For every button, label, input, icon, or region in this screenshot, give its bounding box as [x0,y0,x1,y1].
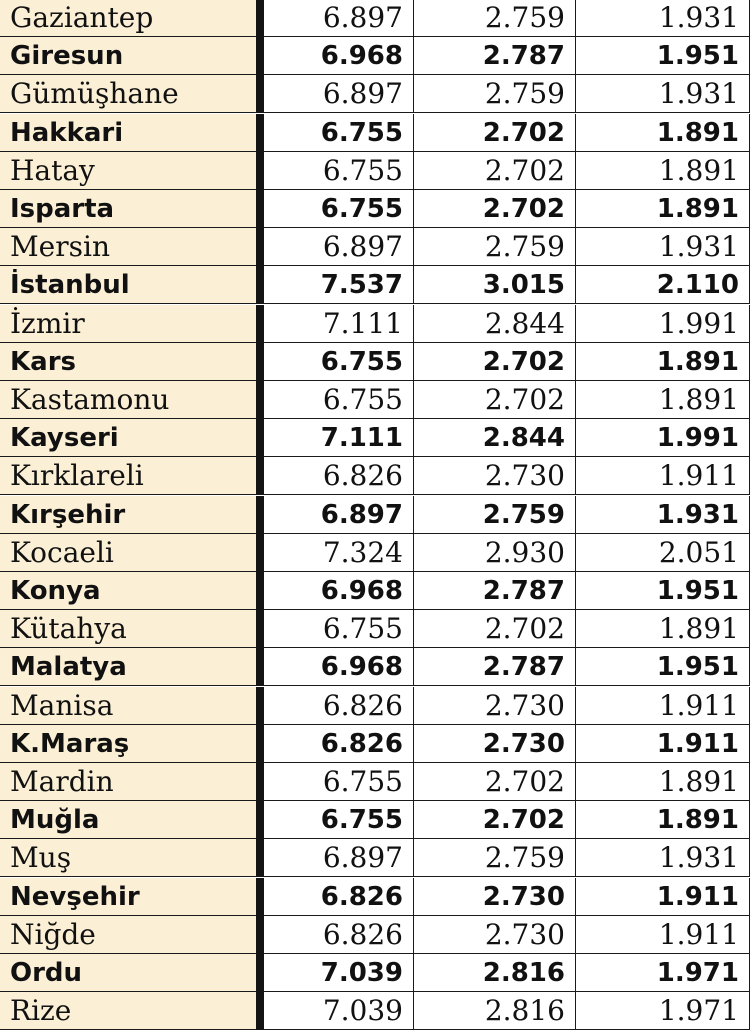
province-name: Isparta [0,190,256,228]
column-separator [256,763,264,801]
table-row [0,572,750,610]
column-separator [256,419,264,457]
table-row [0,534,750,572]
column-separator [256,954,264,992]
province-name: Kars [0,343,256,381]
value-cell-2: 2.702 [414,610,576,648]
province-name: Kayseri [0,419,256,457]
table-row [0,954,750,992]
value-cell-1: 7.039 [264,992,414,1030]
value-cell-2: 2.759 [414,0,576,37]
table-row [0,725,750,763]
province-name: Kırklareli [0,457,256,495]
column-separator [256,305,264,343]
column-separator [256,343,264,381]
value-cell-2: 2.730 [414,916,576,954]
value-cell-1: 7.039 [264,954,414,992]
value-cell-2: 2.787 [414,572,576,610]
value-cell-2: 2.730 [414,687,576,725]
province-name: Manisa [0,687,256,725]
column-separator [256,878,264,916]
table-row [0,457,750,495]
column-separator [256,381,264,419]
table-row [0,610,750,648]
value-cell-2: 2.816 [414,992,576,1030]
table-row [0,496,750,534]
province-name: Malatya [0,648,256,686]
value-cell-3: 1.931 [576,839,750,877]
column-separator [256,801,264,839]
value-cell-1: 6.826 [264,457,414,495]
value-cell-2: 2.844 [414,305,576,343]
value-cell-1: 6.755 [264,801,414,839]
province-name: İzmir [0,305,256,343]
value-cell-1: 6.968 [264,37,414,75]
table-row [0,878,750,916]
value-cell-1: 7.324 [264,534,414,572]
value-cell-1: 6.897 [264,0,414,37]
value-cell-3: 1.951 [576,572,750,610]
value-cell-3: 2.051 [576,534,750,572]
value-cell-2: 2.759 [414,228,576,266]
value-cell-2: 2.702 [414,152,576,190]
column-separator [256,916,264,954]
value-cell-1: 6.826 [264,878,414,916]
table-row [0,190,750,228]
column-separator [256,75,264,113]
value-cell-2: 2.759 [414,839,576,877]
column-separator [256,839,264,877]
province-name: Gaziantep [0,0,256,37]
value-cell-2: 2.816 [414,954,576,992]
value-cell-3: 1.891 [576,343,750,381]
value-cell-1: 6.826 [264,725,414,763]
value-cell-2: 2.702 [414,801,576,839]
value-cell-1: 6.826 [264,687,414,725]
province-name: Rize [0,992,256,1030]
province-name: Niğde [0,916,256,954]
value-cell-1: 6.755 [264,763,414,801]
table-row [0,992,750,1030]
province-name: Kütahya [0,610,256,648]
province-name: Muğla [0,801,256,839]
value-cell-3: 1.971 [576,992,750,1030]
value-cell-3: 1.911 [576,916,750,954]
column-separator [256,610,264,648]
column-separator [256,266,264,304]
value-cell-3: 1.991 [576,419,750,457]
column-separator [256,37,264,75]
value-cell-2: 2.702 [414,114,576,152]
value-cell-1: 7.111 [264,419,414,457]
province-name: Giresun [0,37,256,75]
province-name: Kırşehir [0,496,256,534]
value-cell-1: 7.111 [264,305,414,343]
value-cell-1: 6.897 [264,496,414,534]
column-separator [256,687,264,725]
column-separator [256,534,264,572]
province-name: Hatay [0,152,256,190]
column-separator [256,114,264,152]
column-separator [256,725,264,763]
value-cell-3: 1.891 [576,610,750,648]
table-row [0,419,750,457]
table-row [0,228,750,266]
table-row [0,801,750,839]
value-cell-1: 6.755 [264,152,414,190]
table-row [0,37,750,75]
value-cell-1: 6.755 [264,610,414,648]
column-separator [256,496,264,534]
province-name: İstanbul [0,266,256,304]
value-cell-3: 1.891 [576,152,750,190]
table-row [0,687,750,725]
value-cell-1: 6.755 [264,381,414,419]
province-name: Kocaeli [0,534,256,572]
value-cell-1: 6.755 [264,114,414,152]
province-name: Muş [0,839,256,877]
value-cell-2: 2.759 [414,496,576,534]
value-cell-1: 6.897 [264,839,414,877]
province-name: Hakkari [0,114,256,152]
value-cell-3: 1.931 [576,75,750,113]
province-name: Nevşehir [0,878,256,916]
value-cell-2: 2.702 [414,343,576,381]
value-cell-3: 1.891 [576,763,750,801]
column-separator [256,648,264,686]
value-cell-2: 2.702 [414,763,576,801]
value-cell-2: 2.730 [414,878,576,916]
value-cell-3: 1.891 [576,381,750,419]
value-cell-2: 3.015 [414,266,576,304]
value-cell-3: 1.911 [576,725,750,763]
value-cell-2: 2.702 [414,190,576,228]
table-row [0,916,750,954]
value-cell-3: 1.951 [576,648,750,686]
table-row [0,343,750,381]
province-name: Ordu [0,954,256,992]
table-row [0,648,750,686]
value-cell-3: 1.911 [576,457,750,495]
value-cell-3: 1.891 [576,801,750,839]
value-cell-2: 2.930 [414,534,576,572]
value-cell-1: 6.968 [264,572,414,610]
table-row [0,381,750,419]
value-cell-3: 1.931 [576,0,750,37]
column-separator [256,457,264,495]
value-cell-1: 6.897 [264,228,414,266]
province-name: K.Maraş [0,725,256,763]
table-row [0,0,750,37]
table-row [0,152,750,190]
value-cell-3: 1.911 [576,687,750,725]
value-cell-2: 2.787 [414,37,576,75]
value-cell-3: 1.931 [576,496,750,534]
value-cell-1: 6.755 [264,343,414,381]
province-name: Gümüşhane [0,75,256,113]
value-cell-2: 2.730 [414,725,576,763]
value-cell-1: 6.897 [264,75,414,113]
value-cell-3: 1.911 [576,878,750,916]
value-cell-1: 6.968 [264,648,414,686]
province-name: Mersin [0,228,256,266]
column-separator [256,992,264,1030]
value-cell-3: 1.951 [576,37,750,75]
province-name: Kastamonu [0,381,256,419]
province-name: Mardin [0,763,256,801]
table-row [0,763,750,801]
column-separator [256,228,264,266]
value-cell-2: 2.702 [414,381,576,419]
value-cell-2: 2.787 [414,648,576,686]
value-cell-3: 1.891 [576,114,750,152]
table-row [0,266,750,304]
table-row [0,305,750,343]
value-cell-3: 1.991 [576,305,750,343]
column-separator [256,572,264,610]
column-separator [256,190,264,228]
value-cell-3: 1.971 [576,954,750,992]
value-cell-2: 2.759 [414,75,576,113]
value-cell-3: 2.110 [576,266,750,304]
column-separator [256,0,264,37]
table-row [0,75,750,113]
value-cell-2: 2.730 [414,457,576,495]
column-separator [256,152,264,190]
table-row [0,114,750,152]
value-cell-1: 6.826 [264,916,414,954]
province-name: Konya [0,572,256,610]
value-cell-1: 7.537 [264,266,414,304]
table-row [0,839,750,877]
value-cell-1: 6.755 [264,190,414,228]
value-cell-3: 1.931 [576,228,750,266]
value-cell-2: 2.844 [414,419,576,457]
value-cell-3: 1.891 [576,190,750,228]
